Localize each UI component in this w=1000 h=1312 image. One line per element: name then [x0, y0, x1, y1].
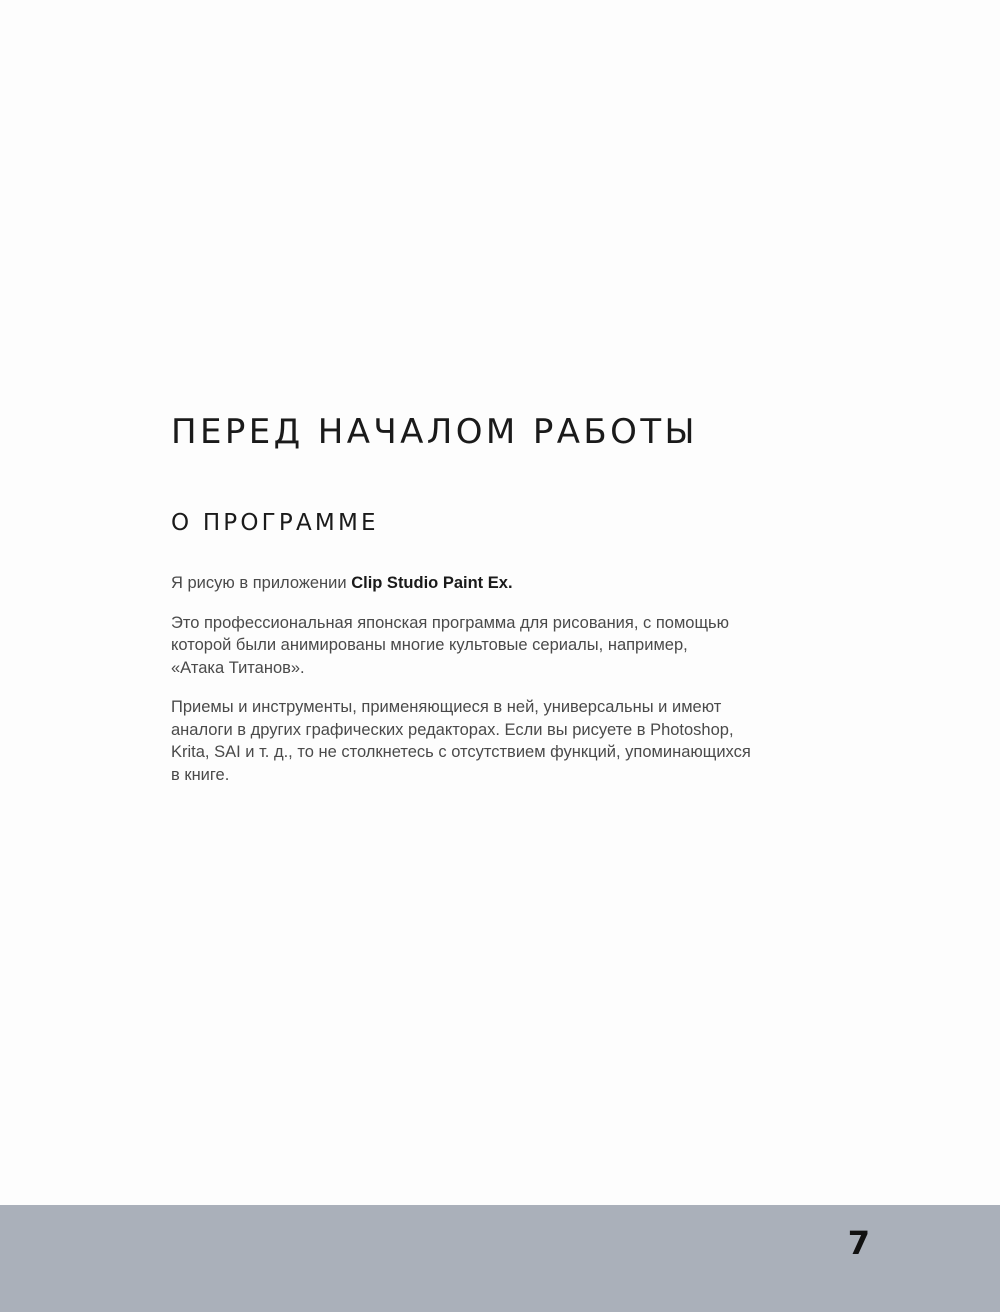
page-number: 7 — [847, 1224, 870, 1262]
body-text — [171, 572, 851, 803]
paragraph-1 — [171, 572, 851, 595]
chapter-title: ПЕРЕД НАЧАЛОМ РАБОТЫ — [171, 412, 698, 452]
paragraph-3-line: в книге. — [171, 765, 230, 784]
paragraph-2 — [171, 612, 851, 680]
paragraph-2-line: которой были анимированы многие культовые сериалы, например, — [171, 636, 688, 654]
paragraph-3-line: аналоги в других графических редакторах. Если вы рисуете в Photoshop, — [171, 720, 734, 739]
footer-band — [0, 1205, 1000, 1312]
paragraph-1-prefix: Я рисую в приложении — [171, 574, 352, 592]
paragraph-3 — [171, 696, 851, 786]
paragraph-2-line: «Атака Титанов». — [171, 658, 305, 677]
paragraph-3-line: Приемы и инструменты, применяющиеся в ней, универсальны и имеют — [171, 698, 722, 716]
paragraph-2-line: Это профессиональная японская программа для рисования, с помощью — [171, 613, 730, 632]
section-title: О ПРОГРАММЕ — [171, 510, 379, 536]
app-name: Clip Studio Paint Ex. — [351, 574, 513, 592]
paragraph-3-line: Krita, SAI и т. д., то не столкнетесь с отсутствием функций, упоминающихся — [171, 743, 751, 761]
